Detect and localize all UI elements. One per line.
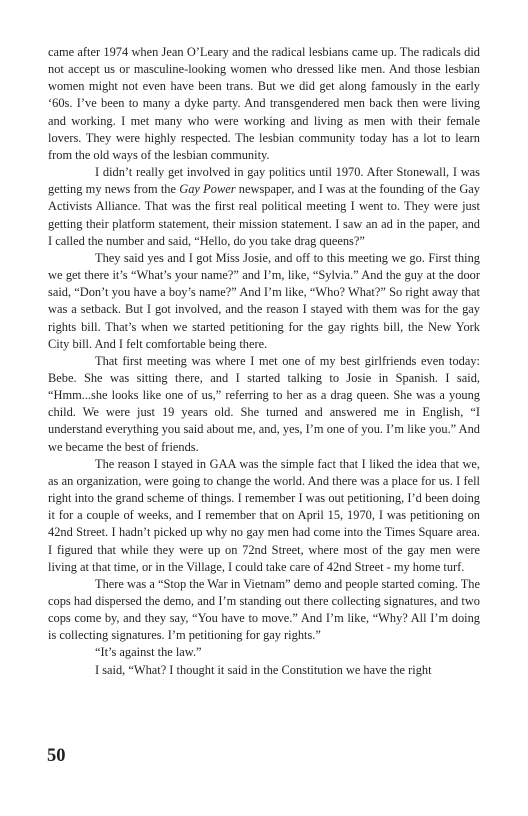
paragraph bbox=[48, 250, 480, 353]
paragraph bbox=[48, 576, 480, 645]
paragraph-text: I said, “What? I thought it said in the Constitution we have the right bbox=[95, 662, 432, 677]
paragraph-text: newspaper, and I was at the founding of the Gay Activists Alliance. That was the first real political meeting I went to. They were just getting their platform statement, their mission statement. I saw an ad in the paper, and I called the number and said, “Hello, do you take drag queens?” bbox=[48, 182, 480, 248]
paragraph-text: The reason I stayed in GAA was the simple fact that I liked the idea that we, as an organization, were going to change the world. And there was a place for us. I fell right into the grand scheme of things. I remember I was out petitioning, I’d been doing it for a couple of weeks, and I remember that on April 15, 1970, I was petitioning on 42nd Street. I hadn’t picked up why no gay men had come into the Times Square area. I figured that while they were up on 72nd Street, where most of the gay men were living at that time, or in the Village, I could take care of 42nd Street - my home turf. bbox=[48, 456, 480, 574]
paragraph bbox=[48, 662, 480, 679]
paragraph-text: They said yes and I got Miss Josie, and off to this meeting we go. First thing we get there it’s “What’s your name?” and I’m, like, “Sylvia.” And the guy at the door said, “Don’t you have a boy’s name?” And I’m like, “Who? What?” So right away that was a setback. But I got involved, and the reason I stayed with them was for the gay rights bill. That’s when we started petitioning for the gay rights bill, the New York City bill. And I felt comfortable being there. bbox=[48, 250, 480, 351]
paragraph bbox=[48, 353, 480, 456]
paragraph-text: There was a “Stop the War in Vietnam” demo and people started coming. The cops had dispersed the demo, and I’m standing out there collecting signatures, and two cops come by, and they say, “You have to move.” And I’m like, “Why? All I’m doing is collecting signatures. I’m petitioning for gay rights.” bbox=[48, 576, 481, 643]
paragraph bbox=[48, 44, 480, 164]
paragraph bbox=[48, 456, 480, 576]
paragraph-text: “It’s against the law.” bbox=[95, 645, 202, 660]
publication-title: Gay Power bbox=[179, 182, 236, 197]
paragraph bbox=[48, 644, 480, 661]
paragraph-text: came after 1974 when Jean O’Leary and the radical lesbians came up. The radicals did not accept us or masculine-looking women who dressed like men. And those lesbian women might not even have been trans. But we did get along famously in the early ‘60s. I’ve been to many a dyke party. And transgendered men back then were living and working. I met many who were working and living as men with their female lovers. They were highly respected. The lesbian community today has a lot to learn from the old ways of the lesbian community. bbox=[48, 45, 480, 162]
paragraph bbox=[48, 164, 480, 250]
page-number: 50 bbox=[47, 746, 66, 766]
paragraph-text: I didn’t really get involved in gay politics until 1970. After Stonewall, I was getting my news from the bbox=[48, 165, 480, 197]
page-body bbox=[48, 44, 480, 679]
paragraph-text: That first meeting was where I met one of my best girlfriends even today: Bebe. She was sitting there, and I started talking to Josie in Spanish. I said, “Hmm...she looks like one of us,” referring to her as a drag queen. She was a young child. We were just 19 years old. She turned and answered me in English, “I understand everything you said about me, and, yes, I’m one of you. I’m like you.” And we became the best of friends. bbox=[48, 353, 480, 454]
